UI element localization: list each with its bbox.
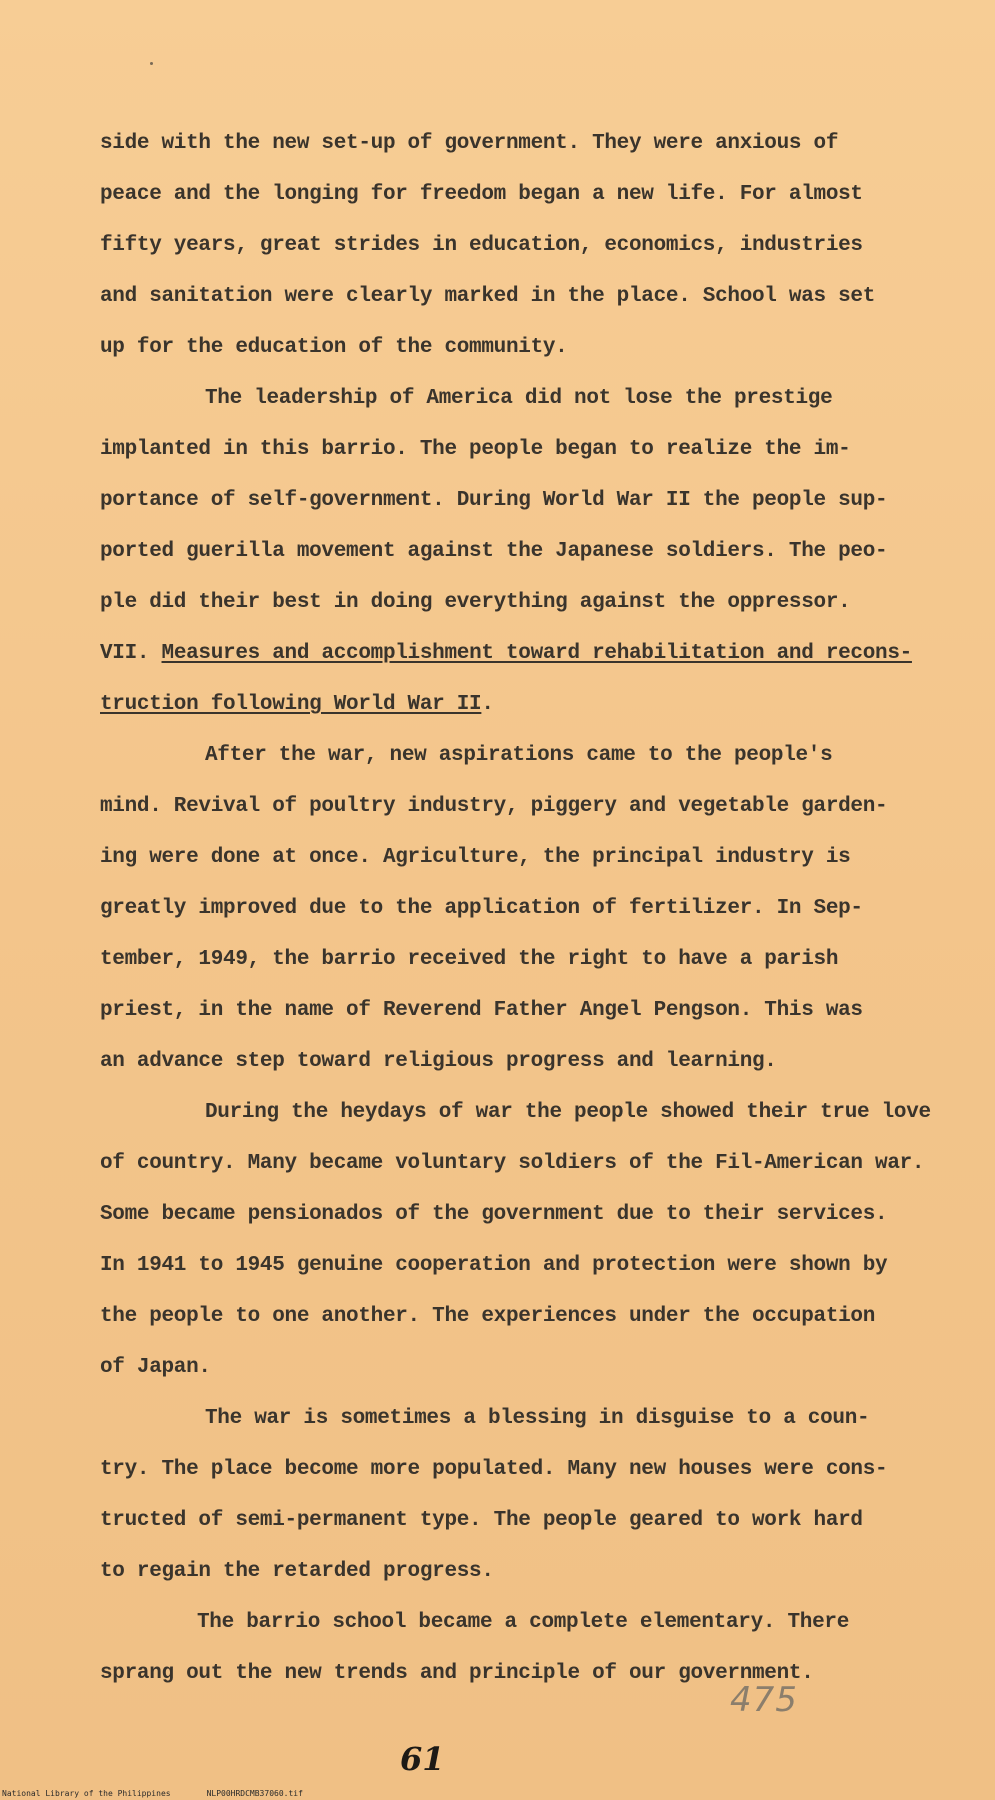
text-line: and sanitation were clearly marked in the place. School was set xyxy=(100,285,876,308)
text-line: of country. Many became voluntary soldiers of the Fil-American war. xyxy=(100,1152,925,1175)
text-line: the people to one another. The experiences under the occupation xyxy=(100,1305,876,1328)
paragraph-start-line: During the heydays of war the people showed their true love xyxy=(205,1101,931,1124)
text-line: priest, in the name of Reverend Father Angel Pengson. This was xyxy=(100,999,863,1022)
text-line: tructed of semi-permanent type. The people geared to work hard xyxy=(100,1509,863,1532)
paragraph-start-line: After the war, new aspirations came to the people's xyxy=(205,744,833,767)
text-line: of Japan. xyxy=(100,1356,211,1379)
text-line: to regain the retarded progress. xyxy=(100,1560,494,1583)
section-heading-line xyxy=(100,679,940,730)
text-line: portance of self-government. During World War II the people sup- xyxy=(100,489,888,512)
paragraph-start-line: The leadership of America did not lose the prestige xyxy=(205,387,833,410)
section-number: VII. xyxy=(100,642,162,665)
footer-filename: NLP00HRDCMB37060.tif xyxy=(206,1789,303,1798)
text-line: ported guerilla movement against the Japanese soldiers. The peo- xyxy=(100,540,888,563)
paragraph-start-line: The war is sometimes a blessing in disguise to a coun- xyxy=(205,1407,870,1430)
section-heading-text: truction following World War II xyxy=(100,693,482,716)
page-number: 61 xyxy=(400,1740,445,1778)
text-line: ple did their best in doing everything against the oppressor. xyxy=(100,591,851,614)
archive-footer xyxy=(2,1789,303,1798)
text-line: peace and the longing for freedom began a new life. For almost xyxy=(100,183,863,206)
text-line: mind. Revival of poultry industry, piggery and vegetable garden- xyxy=(100,795,888,818)
handwritten-number: 475 xyxy=(730,1680,798,1720)
footer-library: National Library of the Philippines xyxy=(2,1789,171,1798)
text-line: fifty years, great strides in education, economics, industries xyxy=(100,234,863,257)
text-line: sprang out the new trends and principle of our government. xyxy=(100,1662,814,1685)
text-line: try. The place become more populated. Many new houses were cons- xyxy=(100,1458,888,1481)
section-heading-line xyxy=(100,628,940,679)
text-line: an advance step toward religious progress and learning. xyxy=(100,1050,777,1073)
text-line: side with the new set-up of government. They were anxious of xyxy=(100,132,839,155)
document-body xyxy=(100,118,940,1699)
text-line: implanted in this barrio. The people began to realize the im- xyxy=(100,438,851,461)
paragraph-start-line: The barrio school became a complete elementary. There xyxy=(197,1611,850,1634)
text-line: tember, 1949, the barrio received the right to have a parish xyxy=(100,948,839,971)
text-line: up for the education of the community. xyxy=(100,336,568,359)
section-heading-suffix: . xyxy=(481,693,494,716)
section-heading-text: Measures and accomplishment toward rehabilitation and recons- xyxy=(161,642,912,665)
text-line: greatly improved due to the application of fertilizer. In Sep- xyxy=(100,897,863,920)
paper-speck xyxy=(150,62,153,65)
text-line: In 1941 to 1945 genuine cooperation and protection were shown by xyxy=(100,1254,888,1277)
text-line: ing were done at once. Agriculture, the principal industry is xyxy=(100,846,851,869)
text-line: Some became pensionados of the government due to their services. xyxy=(100,1203,888,1226)
